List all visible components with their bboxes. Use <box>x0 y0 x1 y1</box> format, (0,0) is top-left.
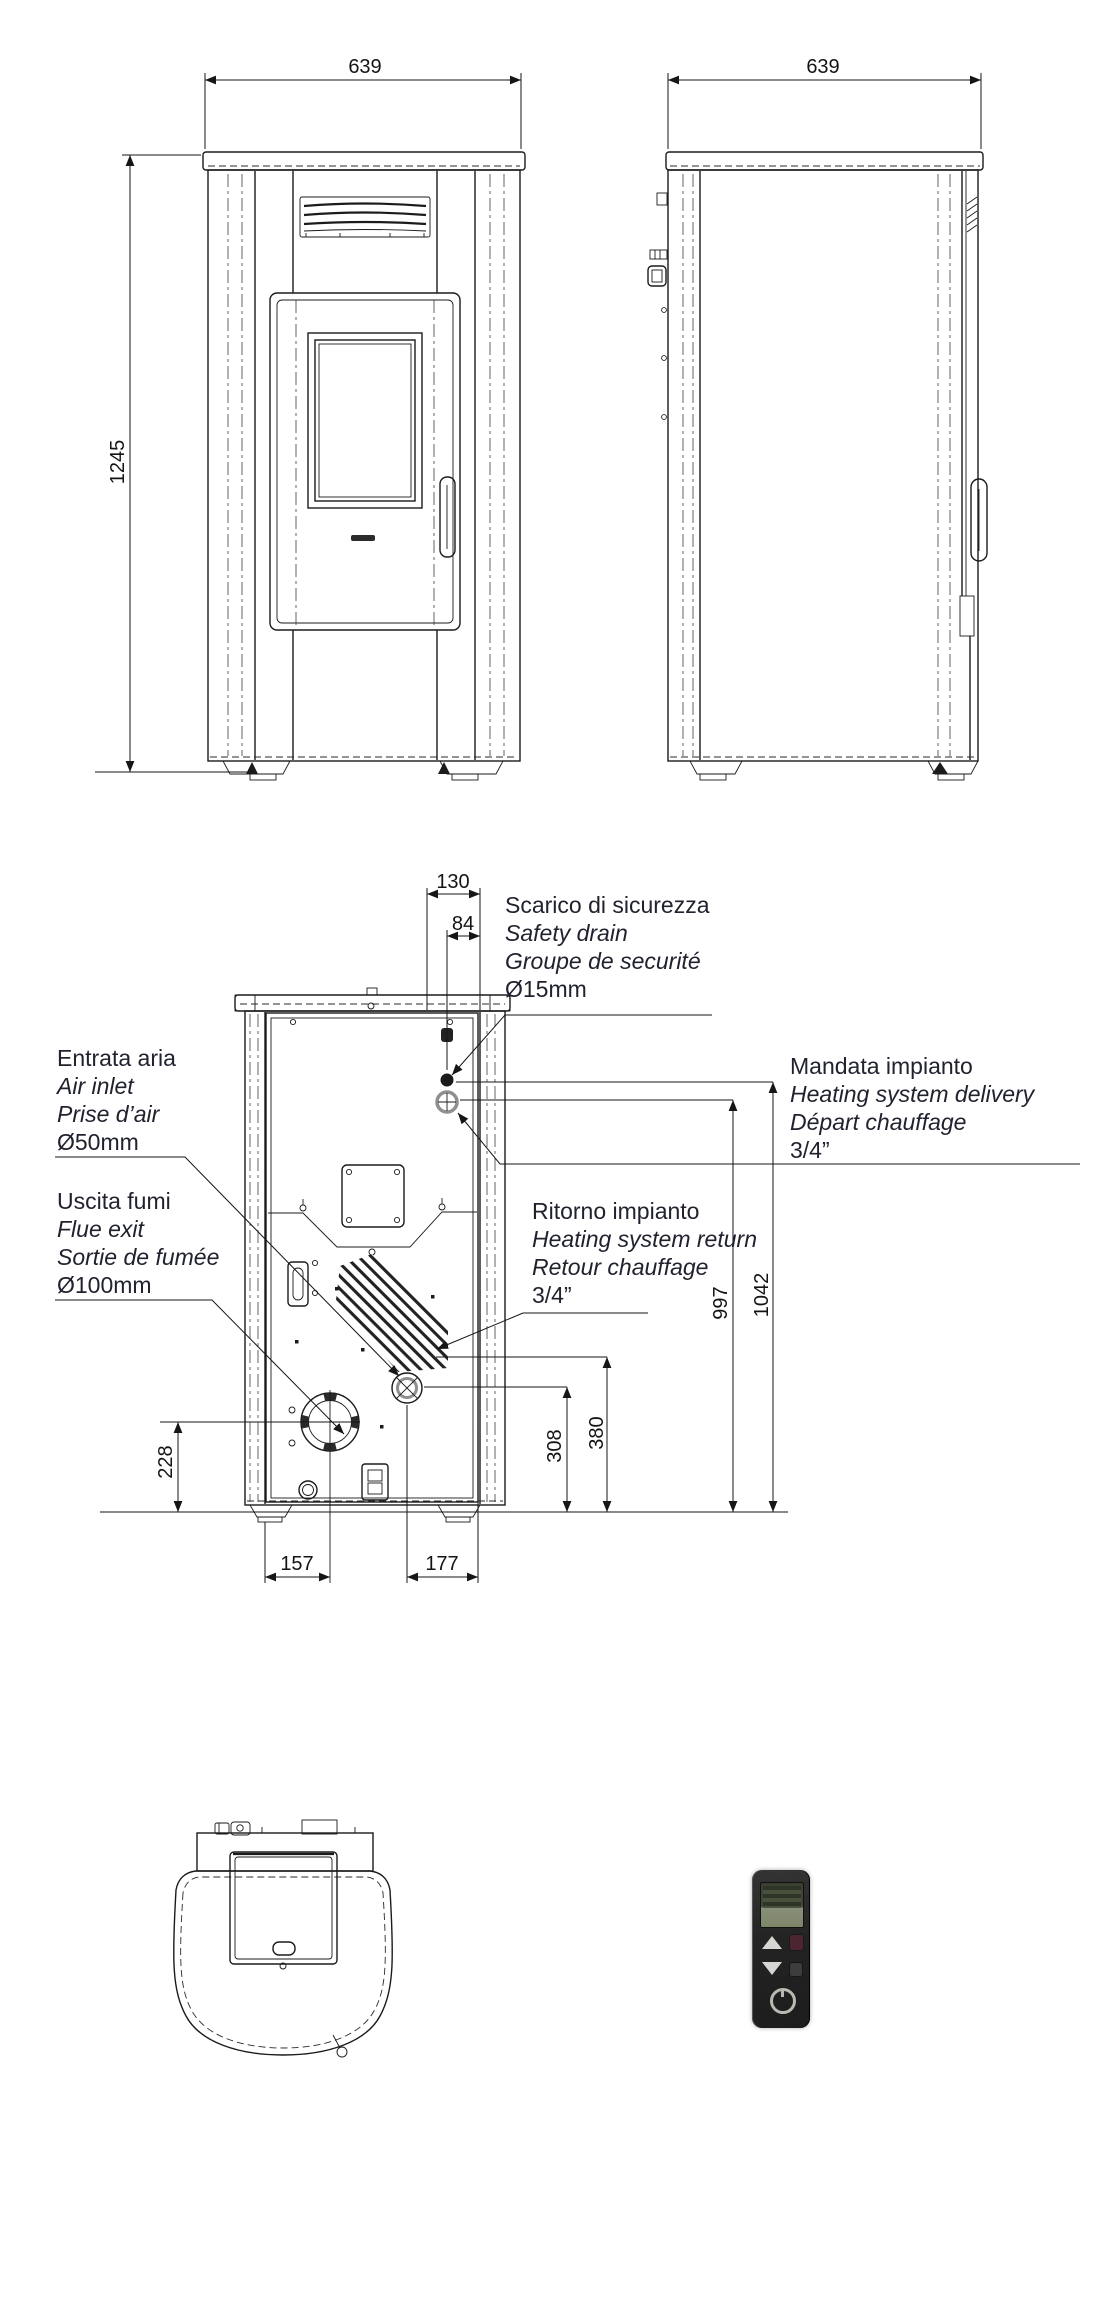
hinge-marks <box>967 197 977 232</box>
dim-flue-height: 228 <box>155 1445 177 1479</box>
stove-body-side <box>668 170 978 761</box>
dim-depth: 639 <box>806 56 840 78</box>
callout-flue-exit <box>57 1187 219 1299</box>
delivery-fitting <box>437 1092 457 1112</box>
remote-display <box>760 1882 804 1928</box>
air-slot <box>288 1262 308 1306</box>
air-inlet-fitting <box>392 1373 422 1403</box>
callout-line: Retour chauffage <box>532 1254 709 1280</box>
access-panel <box>268 1165 477 1261</box>
dimension-lines <box>95 56 981 1583</box>
remote-control <box>752 1870 810 2028</box>
rear-view <box>235 988 510 1583</box>
callout-safety-drain <box>505 891 710 1003</box>
power-button-icon <box>770 1988 796 2014</box>
callout-air-inlet <box>57 1044 176 1156</box>
callout-line: Flue exit <box>57 1216 144 1242</box>
door-window <box>308 333 422 508</box>
callout-line: Heating system delivery <box>790 1081 1035 1107</box>
front-view <box>203 152 525 780</box>
dim-air-inlet-height: 308 <box>544 1429 566 1463</box>
arrow-down-icon <box>762 1962 782 1975</box>
callout-line: Safety drain <box>505 920 628 946</box>
callout-line: Départ chauffage <box>790 1109 967 1135</box>
callout-line: Ritorno impianto <box>532 1198 700 1224</box>
top-view <box>174 1820 393 2057</box>
side-view <box>648 152 987 780</box>
stove-door <box>270 293 460 630</box>
power-inlet-switch <box>362 1464 388 1500</box>
callout-line: Ø100mm <box>57 1272 152 1298</box>
callout-line: Mandata impianto <box>790 1053 973 1079</box>
dim-rear-offset-inner: 84 <box>451 913 475 935</box>
door-latch-pin <box>337 2047 347 2057</box>
callout-delivery <box>790 1052 1034 1164</box>
callout-line: Prise d’air <box>57 1101 160 1127</box>
callout-line: Ø15mm <box>505 976 587 1002</box>
top-grille <box>300 197 430 237</box>
top-plate-side <box>666 152 983 170</box>
lid-handle <box>273 1942 295 1955</box>
callout-line: Air inlet <box>57 1073 134 1099</box>
hopper-lid <box>230 1852 337 1969</box>
callout-line: Ø50mm <box>57 1129 139 1155</box>
dim-height: 1245 <box>107 439 129 485</box>
callout-line: 3/4” <box>532 1282 572 1308</box>
callout-line: 3/4” <box>790 1137 830 1163</box>
dim-safety-drain-height: 1042 <box>751 1272 773 1318</box>
callout-line: Sortie de fumée <box>57 1244 220 1270</box>
dim-return-height: 380 <box>586 1416 608 1450</box>
dim-delivery-height: 997 <box>710 1286 732 1320</box>
callout-line: Groupe de securité <box>505 948 701 974</box>
drain-plug <box>299 1481 317 1499</box>
arrow-up-icon <box>762 1936 782 1949</box>
remote-set-button <box>789 1962 803 1977</box>
vent-slats <box>336 1254 448 1372</box>
dim-rear-offset-outer: 130 <box>436 871 470 893</box>
callout-return <box>532 1197 757 1309</box>
brand-logo-mark <box>351 535 375 541</box>
callout-line: Entrata aria <box>57 1045 176 1071</box>
remote-menu-button <box>789 1934 804 1951</box>
callout-line: Heating system return <box>532 1226 757 1252</box>
rear-fittings-side <box>648 193 667 419</box>
callout-line: Scarico di sicurezza <box>505 892 710 918</box>
dim-air-inlet-offset-x: 177 <box>425 1553 459 1575</box>
dim-front-width: 639 <box>348 56 382 78</box>
dim-flue-offset-x: 157 <box>280 1553 314 1575</box>
callout-line: Uscita fumi <box>57 1188 171 1214</box>
top-plate <box>203 152 525 170</box>
